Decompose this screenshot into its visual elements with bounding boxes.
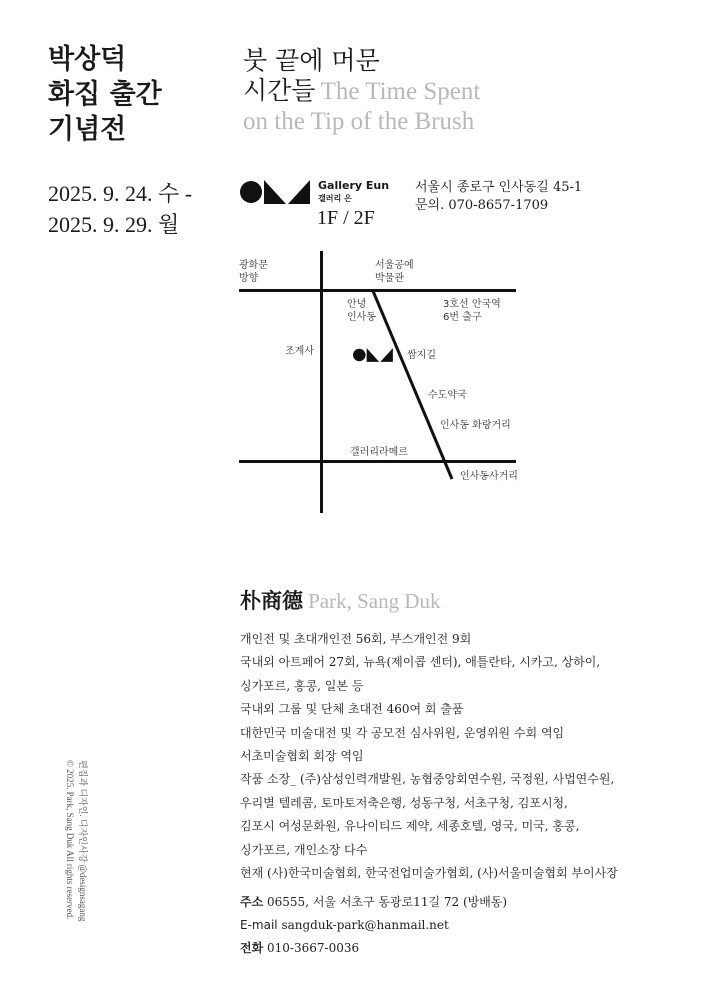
map-label-museum: 서울공예 박물관 [375,260,414,284]
title-line-2: 화집 출간 [48,79,162,110]
title-line-1: 박상덕 [48,44,127,75]
title-line-3: 기념전 [48,114,127,145]
artist-heading [240,585,441,615]
gallery-contact: 문의. 070-8657-1709 [415,198,549,213]
bio-line: 대한민국 미술대전 및 각 공모전 심사위원, 운영위원 수회 역임 [240,725,565,740]
bio-line: 국내외 아트페어 27회, 뉴욕(제이콥 센터), 애틀란타, 시카고, 상하이, [240,655,601,670]
bio-line: 우리별 텔레콤, 토마토저축은행, 성동구청, 서초구청, 김포시청, [240,795,568,810]
date-start: 2025. 9. 24. 수 - [48,181,193,206]
date-end: 2025. 9. 29. 월 [48,212,180,237]
bio-line: 싱가포르, 개인소장 다수 [240,842,368,857]
address-value: 06555, 서울 서초구 동광로11길 72 (방배동) [267,895,508,909]
artist-name-hanja: 朴商德 [240,588,303,613]
map-gallery-marker-icon [353,348,394,362]
map-label-gallery-rameru: 갤러리라메르 [350,447,408,458]
address-label: 주소 [240,895,264,909]
bio-line: 작품 소장_ (주)삼성인력개발원, 농협중앙회연수원, 국정원, 사법연수원, [240,772,615,787]
credit-line-2: © 2025. Park, Sang Duk All rights reserved. [65,760,75,920]
artist-bio [240,628,618,885]
artist-contact [240,891,507,960]
bio-line: 싱가포르, 홍콩, 일본 등 [240,678,364,693]
bio-line: 국내외 그룹 및 단체 초대전 460여 회 출품 [240,702,464,717]
artist-name-en: Park, Sang Duk [308,589,441,613]
subtitle-en-line-1: The Time Spent [320,78,481,105]
map-label-insadong-hwarang: 인사동 화랑거리 [440,420,511,431]
subtitle-en-line-2: on the Tip of the Brush [243,108,475,135]
design-credit [63,760,89,921]
phone-label: 전화 [240,941,264,955]
map-label-ssamziegil: 쌈지길 [407,350,436,361]
gallery-address: 서울시 종로구 인사동길 45-1 [415,180,583,195]
subtitle-kr-line-2: 시간들 [243,76,316,105]
bio-line: 김포시 여성문화원, 유나이티드 제약, 세종호텔, 영국, 미국, 홍콩, [240,819,580,834]
map-label-sudo: 수도약국 [428,390,467,401]
email-label: E-mail [240,918,278,932]
map-label-gwanghwamun: 광화문 방향 [239,260,268,284]
map-label-insadong-sageori: 인사동사거리 [460,471,518,482]
gallery-floor: 1F / 2F [317,207,375,229]
phone-value: 010-3667-0036 [267,941,360,955]
bio-line: 서초미술협회 회장 역임 [240,749,364,764]
gallery-name-kr: 갤러리 은 [318,194,352,203]
map-label-annyeong: 안녕 인사동 [347,299,376,323]
gallery-name: Gallery Eun [318,179,390,192]
bio-line: 현재 (사)한국미술협회, 한국전업미술가협회, (사)서울미술협회 부이사장 [240,866,618,881]
map-label-station: 3호선 안국역 6번 출구 [443,299,501,323]
credit-line-1: 편집과 디자인. 디자인사강 @designsagang [78,760,88,922]
bio-line: 개인전 및 초대개인전 56회, 부스개인전 9회 [240,632,472,646]
subtitle-kr-line-1: 붓 끝에 머문 [243,46,380,75]
map-label-jogyesa: 조계사 [285,346,314,357]
email-value: sangduk-park@hanmail.net [281,918,449,932]
